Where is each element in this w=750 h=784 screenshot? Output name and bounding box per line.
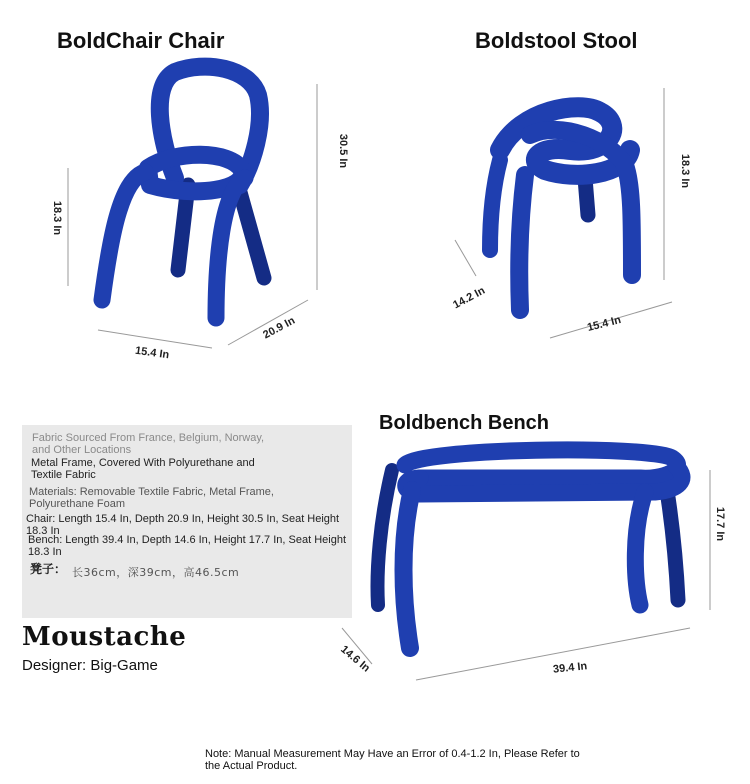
stool-title: Boldstool Stool (475, 28, 638, 53)
spec-chair-dims: Chair: Length 15.4 In, Depth 20.9 In, Height 30.5 In, Seat Height 18.3 In (26, 513, 340, 537)
spec-bench-dims: Bench: Length 39.4 In, Depth 14.6 In, Height 17.7 In, Seat Height 18.3 In (28, 534, 347, 558)
stool-height-label: 18.3 In (679, 153, 692, 189)
bench-height-label: 17.7 In (714, 506, 727, 542)
chair-depth-label: 20.9 In (261, 314, 298, 342)
measurement-note: Note: Manual Measurement May Have an Error of 0.4-1.2 In, Please Refer to the Actual Product. (205, 748, 580, 772)
designer-credit: Designer: Big-Game (22, 657, 158, 674)
spec-stool-cn-label: 凳子： (30, 562, 67, 576)
bench-title: Boldbench Bench (379, 412, 550, 434)
chair-height-label: 30.5 In (337, 133, 350, 169)
spec-stool-cn-dims: 长36cm，深39cm，高46.5cm (72, 566, 240, 579)
spec-materials: Materials: Removable Textile Fabric, Metal Frame, Polyurethane Foam (29, 486, 274, 510)
chair-title: BoldChair Chair (57, 28, 225, 53)
chair-seat-height-label: 18.3 In (51, 200, 64, 236)
bench-length-label: 39.4 In (552, 660, 588, 676)
stool-width-label: 15.4 In (586, 314, 623, 334)
chair-width-label: 15.4 In (134, 344, 170, 362)
spec-frame: Metal Frame, Covered With Polyurethane and Textile Fabric (31, 457, 255, 481)
stool-depth-label: 14.2 In (451, 284, 488, 312)
bench-depth-label: 14.6 In (338, 643, 373, 675)
brand-logo: Moustache (22, 622, 187, 652)
spec-fabric-source: Fabric Sourced From France, Belgium, Norway, and Other Locations (32, 432, 265, 456)
